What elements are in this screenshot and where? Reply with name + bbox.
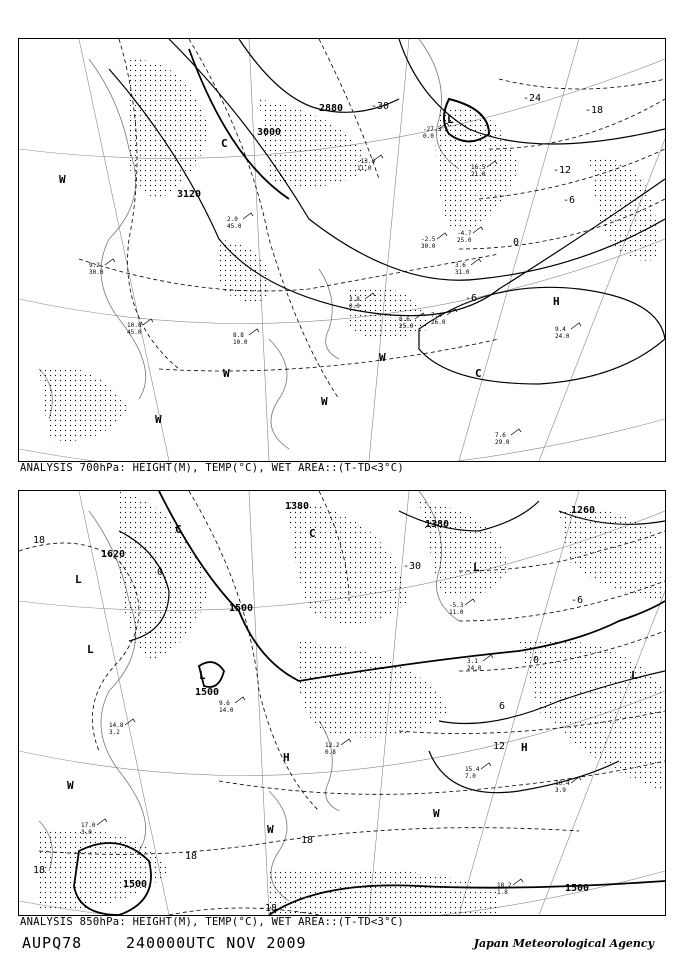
station-plot <box>219 697 245 714</box>
temp-label: 0 <box>513 237 520 248</box>
station-plot <box>421 233 447 250</box>
temp-label: -12 <box>553 165 572 176</box>
wind-barb-icon <box>235 697 245 703</box>
height-label: 1380 <box>285 501 310 512</box>
station-plot <box>127 319 153 336</box>
temp-label: 12 <box>493 741 506 752</box>
wind-barb-icon <box>481 763 491 769</box>
station-temperature: -2.5 <box>421 236 436 243</box>
station-dewpoint-depression: 45.0 <box>227 223 242 230</box>
station-temperature: 3.8 <box>349 296 360 303</box>
station-temperature: 12.2 <box>325 742 340 749</box>
station-temperature: -13.9 <box>357 158 376 165</box>
temp-label: 18 <box>33 535 46 546</box>
height-label: 1500 <box>565 883 590 894</box>
station-dewpoint-depression: 31.0 <box>455 269 470 276</box>
station-temperature: -4.7 <box>457 230 472 237</box>
wind-barb-icon <box>243 213 253 219</box>
station-plot <box>109 719 135 736</box>
height-label: 1500 <box>123 879 148 890</box>
station-temperature: 16.5 <box>471 164 486 171</box>
temp-label: -6 <box>563 195 576 206</box>
height-label: 1500 <box>195 687 220 698</box>
station-plot <box>233 329 259 346</box>
station-temperature: 9.2 <box>89 262 100 269</box>
warm-center: W <box>223 367 230 380</box>
station-dewpoint-depression: 0.8 <box>325 749 336 756</box>
wind-barb-icon <box>483 655 493 661</box>
station-temperature: -27.3 <box>423 126 442 133</box>
station-temperature: 8.6 <box>399 316 410 323</box>
station-dewpoint-depression: 24.0 <box>555 333 570 340</box>
chart-700hpa-caption: ANALYSIS 700hPa: HEIGHT(M), TEMP(°C), WET AREA::(T-TD<3°C) <box>20 462 405 474</box>
wind-barb-icon <box>105 259 115 265</box>
station-dewpoint-depression: 45.0 <box>127 329 142 336</box>
station-temperature: 7.6 <box>495 432 506 439</box>
temp-label: 0 <box>533 655 540 666</box>
low-center: L <box>87 643 94 656</box>
height-label: 3120 <box>177 189 202 200</box>
station-dewpoint-depression: 11.0 <box>449 609 464 616</box>
temp-label: 0 <box>157 567 164 578</box>
station-plot <box>555 323 581 340</box>
wind-barb-icon <box>511 429 521 435</box>
station-temperature: 3.6 <box>455 262 466 269</box>
station-plot <box>465 763 491 780</box>
station-dewpoint-depression: 14.0 <box>219 707 234 714</box>
warm-center: W <box>67 779 74 792</box>
wind-barb-icon <box>437 233 447 239</box>
station-plot <box>431 309 457 326</box>
cold-center: C <box>309 527 316 540</box>
high-center: H <box>521 741 528 754</box>
wet-areas <box>39 59 659 441</box>
station-dewpoint-depression: 29.0 <box>495 439 510 446</box>
temp-label: 18 <box>33 865 46 876</box>
station-dewpoint-depression: 10.0 <box>233 339 248 346</box>
station-dewpoint-depression: 11.0 <box>357 165 372 172</box>
station-plot <box>495 429 521 446</box>
height-label: 1620 <box>101 549 126 560</box>
station-temperature: 15.4 <box>465 766 480 773</box>
station-dewpoint-depression: 25.0 <box>399 323 414 330</box>
station-temperature: 3.1 <box>467 658 478 665</box>
station-temperature: 9.6 <box>219 700 230 707</box>
station-temperature: 2.0 <box>227 216 238 223</box>
cold-center: C <box>221 137 228 150</box>
chart-850hpa <box>18 490 666 916</box>
station-plot <box>449 599 475 616</box>
wet-areas <box>39 491 665 915</box>
station-temperature: 16.4 <box>555 780 570 787</box>
station-plot <box>457 227 483 244</box>
product-code: AUPQ78 <box>22 934 83 952</box>
station-dewpoint-depression: 30.0 <box>89 269 104 276</box>
station-dewpoint-depression: 0.0 <box>423 133 434 140</box>
temp-label: -18 <box>585 105 604 116</box>
station-dewpoint-depression: 0.0 <box>349 303 360 310</box>
wind-barb-icon <box>249 329 259 335</box>
wind-barb-icon <box>97 819 107 825</box>
station-dewpoint-depression: 25.0 <box>457 237 472 244</box>
station-temperature: 18.2 <box>497 882 512 889</box>
chart-850hpa-caption: ANALYSIS 850hPa: HEIGHT(M), TEMP(°C), WET AREA::(T-TD<3°C) <box>20 916 405 928</box>
wind-barb-icon <box>125 719 135 725</box>
station-temperature: 9.4 <box>555 326 566 333</box>
station-dewpoint-depression: 3.9 <box>555 787 566 794</box>
station-plot <box>325 739 351 756</box>
temp-label: 18 <box>301 835 314 846</box>
chart-850hpa-map <box>19 491 665 915</box>
station-dewpoint-depression: 3.0 <box>81 829 92 836</box>
low-center: L <box>631 669 638 682</box>
height-label: 2880 <box>319 103 344 114</box>
wind-barb-icon <box>513 879 523 885</box>
station-dewpoint-depression: 26.0 <box>431 319 446 326</box>
station-dewpoint-depression: 1.8 <box>497 889 508 896</box>
station-temperature: 10.8 <box>127 322 142 329</box>
station-plot <box>467 655 493 672</box>
station-dewpoint-depression: 21.0 <box>471 171 486 178</box>
cold-center: C <box>475 367 482 380</box>
low-center: L <box>75 573 82 586</box>
station-dewpoint-depression: 24.0 <box>467 665 482 672</box>
chart-700hpa <box>18 38 666 462</box>
temp-label: -6 <box>571 595 584 606</box>
temp-label: 18 <box>185 851 198 862</box>
station-temperature: 7.4 <box>431 312 442 319</box>
wind-barb-icon <box>143 319 153 325</box>
high-center: H <box>283 751 290 764</box>
warm-center: W <box>433 807 440 820</box>
warm-center: W <box>155 413 162 426</box>
wind-barb-icon <box>471 259 481 265</box>
height-label: 3000 <box>257 127 282 138</box>
warm-center: W <box>59 173 66 186</box>
temp-label: -6 <box>465 293 478 304</box>
temp-label: -18 <box>259 903 278 914</box>
height-label: 1380 <box>425 519 450 530</box>
wind-barb-icon <box>571 323 581 329</box>
analysis-timestamp: 240000UTC NOV 2009 <box>126 934 307 952</box>
station-dewpoint-depression: 30.0 <box>421 243 436 250</box>
warm-center: W <box>321 395 328 408</box>
height-label: 1260 <box>571 505 596 516</box>
cold-center: C <box>175 523 182 536</box>
station-temperature: 17.0 <box>81 822 96 829</box>
chart-700hpa-map <box>19 39 665 461</box>
wind-barb-icon <box>341 739 351 745</box>
temp-label: -30 <box>371 101 390 112</box>
low-center: L <box>473 561 480 574</box>
low-center: L <box>199 669 206 682</box>
temp-label: -24 <box>523 93 542 104</box>
station-temperature: 14.8 <box>109 722 124 729</box>
station-temperature: -5.3 <box>449 602 464 609</box>
temp-label: 6 <box>499 701 506 712</box>
temp-label: -30 <box>403 561 422 572</box>
station-plot <box>455 259 481 276</box>
height-label: 1500 <box>229 603 254 614</box>
wind-barb-icon <box>465 599 475 605</box>
station-plot <box>357 155 383 172</box>
low-center: L <box>447 113 454 126</box>
station-temperature: 8.8 <box>233 332 244 339</box>
station-dewpoint-depression: 7.0 <box>465 773 476 780</box>
station-dewpoint-depression: 3.2 <box>109 729 120 736</box>
station-plot <box>227 213 253 230</box>
agency-name: Japan Meteorological Agency <box>473 937 654 950</box>
wind-barb-icon <box>473 227 483 233</box>
warm-center: W <box>267 823 274 836</box>
high-center: H <box>553 295 560 308</box>
warm-center: W <box>379 351 386 364</box>
station-plot <box>555 777 581 794</box>
